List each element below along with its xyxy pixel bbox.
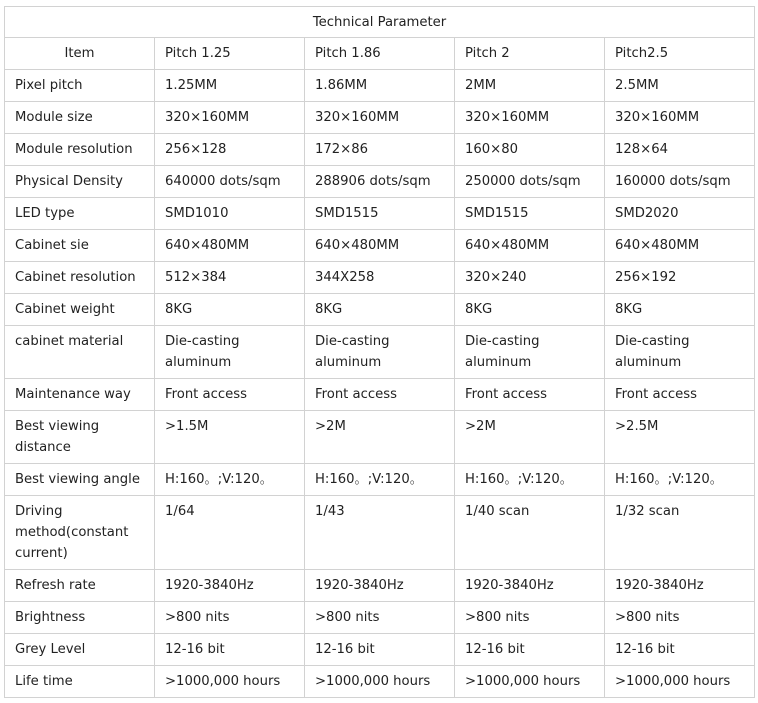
value-cell: SMD1515 (305, 198, 455, 230)
value-cell: H:160。;V:120。 (305, 464, 455, 496)
value-cell: >2M (455, 411, 605, 464)
value-cell: >1000,000 hours (605, 666, 755, 698)
value-cell: SMD1515 (455, 198, 605, 230)
table-row (5, 230, 755, 262)
value-cell: Front access (605, 379, 755, 411)
value-cell: >1.5M (155, 411, 305, 464)
value-cell: 1920-3840Hz (305, 570, 455, 602)
value-cell: 2MM (455, 70, 605, 102)
row-label-cell: Cabinet resolution (5, 262, 155, 294)
value-cell: SMD1010 (155, 198, 305, 230)
value-cell: >2M (305, 411, 455, 464)
value-cell: >800 nits (155, 602, 305, 634)
value-cell: 640×480MM (455, 230, 605, 262)
value-cell: 640000 dots/sqm (155, 166, 305, 198)
value-cell: >800 nits (605, 602, 755, 634)
value-cell: H:160。;V:120。 (455, 464, 605, 496)
value-cell: >1000,000 hours (455, 666, 605, 698)
value-cell: 320×160MM (455, 102, 605, 134)
value-cell: 1920-3840Hz (455, 570, 605, 602)
title-row (5, 7, 755, 38)
value-cell: 12-16 bit (305, 634, 455, 666)
value-cell: 8KG (155, 294, 305, 326)
value-cell: 12-16 bit (155, 634, 305, 666)
value-cell: >800 nits (455, 602, 605, 634)
value-cell: 160000 dots/sqm (605, 166, 755, 198)
table-row (5, 134, 755, 166)
table-row (5, 262, 755, 294)
value-cell: >2.5M (605, 411, 755, 464)
row-label-cell: Module size (5, 102, 155, 134)
row-label-cell: Best viewing angle (5, 464, 155, 496)
value-cell: 12-16 bit (455, 634, 605, 666)
row-label-cell: Pixel pitch (5, 70, 155, 102)
value-cell: Front access (155, 379, 305, 411)
row-label-cell: Maintenance way (5, 379, 155, 411)
value-cell: 1.86MM (305, 70, 455, 102)
row-label-cell: Brightness (5, 602, 155, 634)
value-cell: 1/40 scan (455, 496, 605, 570)
table-row (5, 166, 755, 198)
value-cell: Die-casting aluminum (155, 326, 305, 379)
value-cell: Front access (455, 379, 605, 411)
value-cell: 1.25MM (155, 70, 305, 102)
table-row (5, 411, 755, 464)
value-cell: 12-16 bit (605, 634, 755, 666)
value-cell: Die-casting aluminum (605, 326, 755, 379)
table-row (5, 198, 755, 230)
value-cell: >1000,000 hours (305, 666, 455, 698)
header-cell: Item (5, 38, 155, 70)
row-label-cell: Cabinet weight (5, 294, 155, 326)
value-cell: 8KG (605, 294, 755, 326)
table-title: Technical Parameter (5, 7, 755, 38)
value-cell: 1920-3840Hz (155, 570, 305, 602)
value-cell: Die-casting aluminum (455, 326, 605, 379)
value-cell: 320×240 (455, 262, 605, 294)
row-label-cell: Driving method(constant current) (5, 496, 155, 570)
value-cell: 640×480MM (605, 230, 755, 262)
value-cell: 320×160MM (605, 102, 755, 134)
value-cell: 320×160MM (155, 102, 305, 134)
technical-parameter-table (4, 6, 755, 698)
table-row (5, 666, 755, 698)
header-cell: Pitch 1.86 (305, 38, 455, 70)
value-cell: 320×160MM (305, 102, 455, 134)
value-cell: Die-casting aluminum (305, 326, 455, 379)
header-cell: Pitch2.5 (605, 38, 755, 70)
value-cell: 8KG (305, 294, 455, 326)
row-label-cell: Refresh rate (5, 570, 155, 602)
row-label-cell: Cabinet sie (5, 230, 155, 262)
row-label-cell: LED type (5, 198, 155, 230)
header-row (5, 38, 755, 70)
table-row (5, 294, 755, 326)
table-row (5, 464, 755, 496)
value-cell: 344X258 (305, 262, 455, 294)
row-label-cell: cabinet material (5, 326, 155, 379)
table-row (5, 379, 755, 411)
table-row (5, 326, 755, 379)
value-cell: 256×128 (155, 134, 305, 166)
value-cell: 250000 dots/sqm (455, 166, 605, 198)
row-label-cell: Grey Level (5, 634, 155, 666)
value-cell: Front access (305, 379, 455, 411)
value-cell: 288906 dots/sqm (305, 166, 455, 198)
value-cell: 1/43 (305, 496, 455, 570)
value-cell: 256×192 (605, 262, 755, 294)
table-row (5, 70, 755, 102)
value-cell: SMD2020 (605, 198, 755, 230)
value-cell: 8KG (455, 294, 605, 326)
value-cell: 160×80 (455, 134, 605, 166)
table-row (5, 496, 755, 570)
value-cell: 2.5MM (605, 70, 755, 102)
table-row (5, 634, 755, 666)
row-label-cell: Best viewing distance (5, 411, 155, 464)
value-cell: 128×64 (605, 134, 755, 166)
value-cell: 1/64 (155, 496, 305, 570)
value-cell: 640×480MM (155, 230, 305, 262)
value-cell: >800 nits (305, 602, 455, 634)
table-row (5, 602, 755, 634)
value-cell: >1000,000 hours (155, 666, 305, 698)
row-label-cell: Life time (5, 666, 155, 698)
header-cell: Pitch 1.25 (155, 38, 305, 70)
header-cell: Pitch 2 (455, 38, 605, 70)
value-cell: H:160。;V:120。 (605, 464, 755, 496)
value-cell: 512×384 (155, 262, 305, 294)
value-cell: 172×86 (305, 134, 455, 166)
value-cell: 640×480MM (305, 230, 455, 262)
table-row (5, 102, 755, 134)
row-label-cell: Physical Density (5, 166, 155, 198)
row-label-cell: Module resolution (5, 134, 155, 166)
value-cell: 1920-3840Hz (605, 570, 755, 602)
value-cell: 1/32 scan (605, 496, 755, 570)
value-cell: H:160。;V:120。 (155, 464, 305, 496)
table-row (5, 570, 755, 602)
